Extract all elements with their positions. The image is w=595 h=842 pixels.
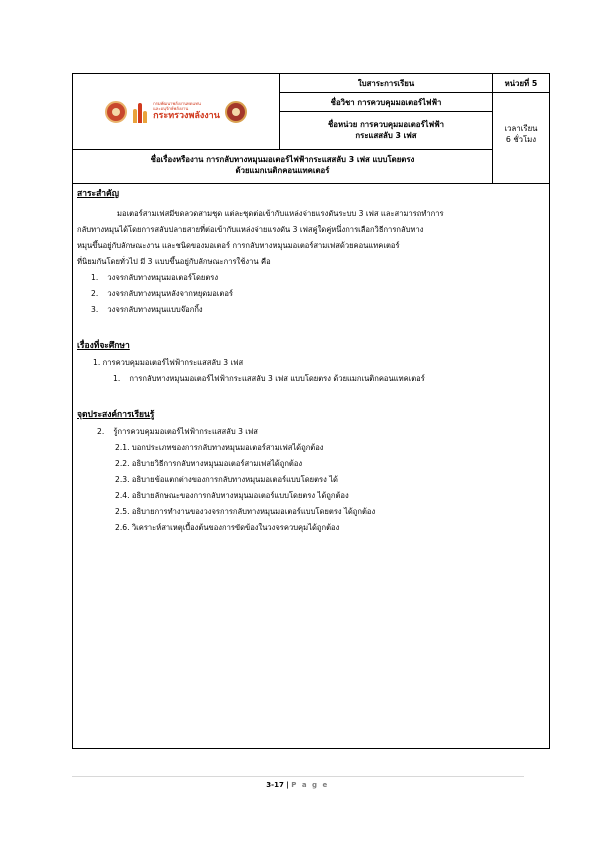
unit-name-line-2: กระแสสลับ 3 เฟส [355,131,417,140]
list-item [91,302,553,318]
objectives-main-item [77,424,553,440]
worksheet-frame [72,73,550,749]
content-area [73,184,553,536]
topic-line-1: ชื่อเรื่องหรืองาน การกลับทางหมุนมอเตอร์ไฟฟ้ากระแสสลับ 3 เฟส แบบโดยตรง [150,155,415,164]
header-table [73,74,549,184]
topics-heading: เรื่องที่จะศึกษา [77,341,130,351]
objective-item: 2.1. บอกประเภทของการกลับทางหมุนมอเตอร์สามเฟสได้ถูกต้อง [115,443,324,452]
logo-cell [73,74,280,150]
objectives-main-number: 2. [97,427,105,436]
objective-item: 2.3. อธิบายข้อแตกต่างของการกลับทางหมุนมอเตอร์แบบโดยตรง ได้ [115,475,338,484]
essence-line: หมุนขึ้นอยู่กับลักษณะงาน และชนิดของมอเตอร์ การกลับทางหมุนมอเตอร์สามเฟสด้วยคอนแทคเตอร์ [77,241,400,250]
subject-name: ชื่อวิชา การควบคุมมอเตอร์ไฟฟ้า [330,98,442,107]
list-item-text: วงจรกลับทางหมุนแบบจ๊อกกิ้ง [107,305,203,314]
list-item-number: 2. [91,289,99,298]
study-time-value: 6 ชั่วโมง [505,135,537,144]
objectives-main-text: รู้การควบคุมมอเตอร์ไฟฟ้ากระแสสลับ 3 เฟส [113,427,258,436]
objectives-list [77,440,553,536]
list-item [91,286,553,302]
objective-item: 2.2. อธิบายวิธีการกลับทางหมุนมอเตอร์สามเฟสได้ถูกต้อง [115,459,303,468]
footer-divider [72,776,524,777]
page-footer [0,781,595,789]
list-item-text: วงจรกลับทางหมุนมอเตอร์โดยตรง [107,273,219,282]
study-time-label: เวลาเรียน [504,124,538,133]
list-item-number: 3. [91,305,99,314]
study-time-cell [493,93,549,184]
essence-heading: สาระสำคัญ [77,189,119,199]
objective-item: 2.5. อธิบายการทำงานของวงจรการกลับทางหมุนมอเตอร์แบบโดยตรง ได้ถูกต้อง [115,507,376,516]
list-item-text: วงจรกลับทางหมุนหลังจากหยุดมอเตอร์ [107,289,233,298]
sheet-type-label: ใบสาระการเรียน [357,79,415,88]
topics-sub-text: การกลับทางหมุนมอเตอร์ไฟฟ้ากระแสสลับ 3 เฟส แบบโดยตรง ด้วยแมกเนติกคอนแทคเตอร์ [129,374,425,383]
subject-cell [280,93,493,112]
objective-item: 2.6. วิเคราะห์สาเหตุเบื้องต้นของการขัดข้องในวงจรควบคุมได้ถูกต้อง [115,523,340,532]
ministry-name-block [153,101,220,122]
topics-main-item: 1. การควบคุมมอเตอร์ไฟฟ้ากระแสสลับ 3 เฟส [93,358,244,367]
page-number: 3-17 [266,781,284,789]
ministry-dept-line-2: และอนุรักษ์พลังงาน [153,106,189,111]
list-item-number: 1. [91,273,99,282]
essence-line: กลับทางหมุนได้โดยการสลับปลายสายที่ต่อเข้ากับแหล่งจ่ายแรงดัน 3 เฟสคู่ใดคู่หนึ่งการเลือกวิธีการกลับทาง [77,225,424,234]
institution-seal-logo [105,101,127,123]
unit-name-line-1: ชื่อหน่วย การควบคุมมอเตอร์ไฟฟ้า [327,120,445,129]
essence-line: มอเตอร์สามเฟสมีขดลวดสามชุด แต่ละชุดต่อเข้ากับแหล่งจ่ายแรงดันระบบ 3 เฟส และสามารถทำการ [117,209,444,218]
ministry-flame-logo [132,101,148,123]
unit-number: หน่วยที่ 5 [504,79,538,88]
objectives-heading: จุดประสงค์การเรียนรู้ [77,410,155,420]
topic-line-2: ด้วยแมกเนติกคอนแทคเตอร์ [235,166,330,175]
unit-name-cell [280,112,493,150]
essence-line: ที่นิยมกันโดยทั่วไป มี 3 แบบขึ้นอยู่กับลักษณะการใช้งาน คือ [77,257,271,266]
list-item [91,270,553,286]
essence-paragraph [77,206,553,270]
page-word: P a g e [291,781,329,789]
sheet-type-cell [280,74,493,93]
topic-cell [73,150,493,184]
ministry-name: กระทรวงพลังงาน [153,111,220,121]
essence-list [77,270,553,318]
objective-item: 2.4. อธิบายลักษณะของการกลับทางหมุนมอเตอร์แบบโดยตรง ได้ถูกต้อง [115,491,349,500]
footer-separator: | [286,781,289,789]
topics-sub-number: 1. [113,374,121,383]
topics-sub-item [77,371,553,387]
ministry-dept-line-1: กรมพัฒนาพลังงานทดแทน [153,101,201,106]
ministry-seal-logo [225,101,247,123]
unit-number-cell [493,74,549,93]
